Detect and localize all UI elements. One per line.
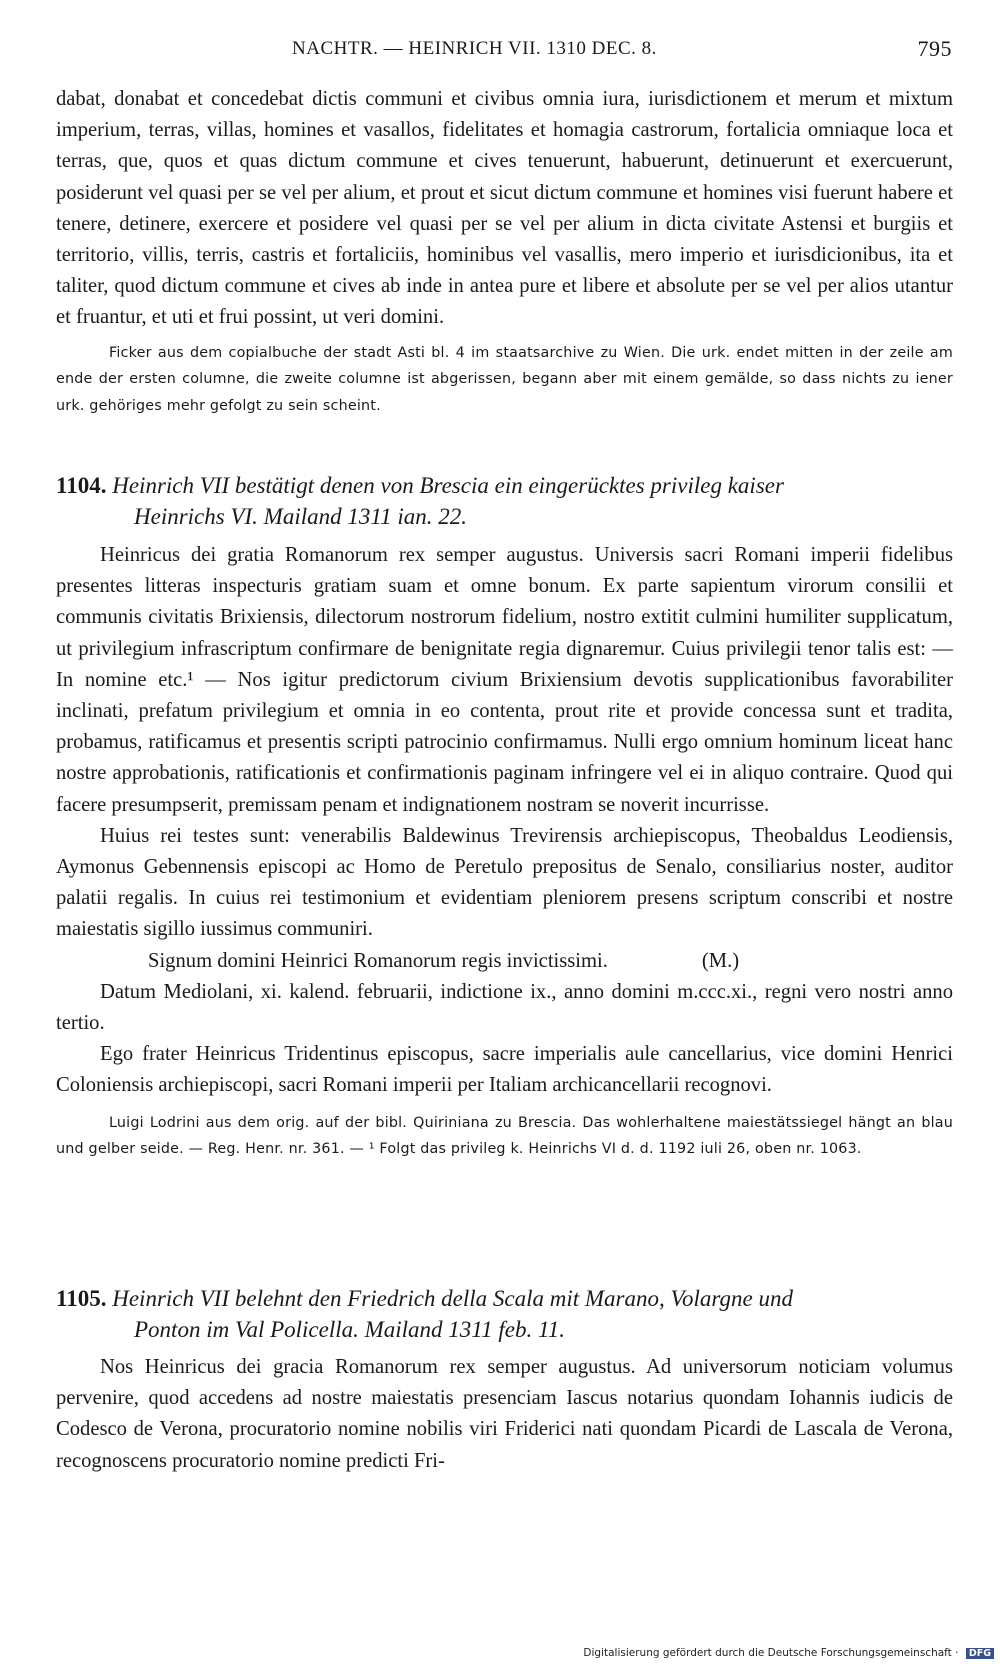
entry-1104-title-line1: Heinrich VII bestätigt denen von Brescia ein eingerücktes privileg kaiser <box>112 473 784 498</box>
monogram-mark: (M.) <box>701 949 740 972</box>
page-number: 795 <box>917 36 952 61</box>
continuation-section <box>56 84 953 419</box>
entry-1104-title-line2: Heinrichs VI. Mailand 1311 ian. 22. <box>134 504 468 529</box>
entry-1105-paragraph-1: Nos Heinricus dei gracia Romanorum rex semper augustus. Ad universorum noticiam volumus pervenire, quod accedens ad nostre maiestatis presenciam Iascus notarius quondam Iohannis iudicis de Codesco de Verona, procuratorio nomine nobilis viri Friderici nati quondam Picardi de Lascala de Verona, recognoscens procuratorio nomine predicti Fri- <box>56 1356 953 1472</box>
entry-1104-paragraph-4: Ego frater Heinricus Tridentinus episcopus, sacre imperialis aule cancellarius, vice domini Henrici Coloniensis archiepiscopi, sacri Romani imperii per Italiam archicancellarii recognovi. <box>56 1043 953 1097</box>
continuation-note: Ficker aus dem copialbuche der stadt Asti bl. 4 im staatsarchive zu Wien. Die urk. endet mitten in der zeile am ende der ersten columne, die zweite columne ist abgerissen, begann aber mit einem gemälde, so dass nichts zu iener urk. gehöriges mehr gefolgt zu sein scheint. <box>56 344 953 414</box>
entry-1105-heading <box>56 1283 953 1345</box>
entry-1105-title-line2: Ponton im Val Policella. Mailand 1311 feb. 11. <box>134 1317 565 1342</box>
entry-1104-body <box>56 540 953 1163</box>
entry-1104-paragraph-1: Heinricus dei gratia Romanorum rex semper augustus. Universis sacri Romani imperii fidelibus presentes litteras inspecturis gratiam suam et omne bonum. Ex parte sapientum virorum consilii et communis civitatis Brixiensis, dilectorum nostrorum fidelium, nostro extitit culmini humiliter supplicatum, ut privilegium infrascriptum confirmare de benignitate regia dignaremur. Cuius privilegii tenor talis est: — In nomine etc.¹ — Nos igitur predictorum civium Brixiensium devotis supplicationibus favorabiliter inclinati, prefatum privilegium et omnia in eo contenta, prout rite et provide concessa sunt et tradita, probamus, ratificamus et presentis scripti patrocinio confirmamus. Nulli ergo omnium hominum liceat hanc nostre approbationis, ratificationis et confirmationis paginam infringere vel ei in aliquo contraire. Quod qui facere presumpserit, premissam penam et indignationem nostram se noverit incurrisse. <box>56 544 953 816</box>
entry-1105-title-line1: Heinrich VII belehnt den Friedrich della Scala mit Marano, Volargne und <box>112 1286 793 1311</box>
running-title: NACHTR. — HEINRICH VII. 1310 DEC. 8. <box>292 38 657 59</box>
entry-1104-number: 1104. <box>56 473 107 498</box>
dfg-logo: DFG <box>966 1648 994 1659</box>
continuation-paragraph: dabat, donabat et concedebat dictis communi et civibus omnia iura, iurisdictionem et merum et mixtum imperium, terras, villas, homines et vasallos, fidelitates et homagia castrorum, fortalicia omniaque loca et terras, que, quos et quas dictum commune et cives tenuerunt, habuerunt, detinuerunt et exercuerunt, posiderunt vel quasi per se vel per alium, et prout et sicut dictum commune et homines visi fuerunt habere et tenere, detinere, exercere et posidere vel quasi per se vel per alium in dicta civitate Astensi et burgiis et territorio, villis, terris, castris et fortaliciis, hominibus vel vasallis, mero imperio et iurisdicionibus, ita et taliter, quod dictum commune et cives ab inde in antea pure et libere et absolute per se vel per alios utantur et fruantur, et uti et frui possint, ut veri domini. <box>56 88 953 329</box>
credit-text: Digitalisierung gefördert durch die Deutsche Forschungsgemeinschaft <box>583 1647 952 1659</box>
entry-1104-heading <box>56 470 953 532</box>
entry-1104-signum <box>56 946 953 977</box>
digitization-credit: Digitalisierung gefördert durch die Deutsche Forschungsgemeinschaft · DFG <box>583 1647 994 1659</box>
signum-text: Signum domini Heinrici Romanorum regis invictissimi. <box>148 949 608 972</box>
entry-1104-note: Luigi Lodrini aus dem orig. auf der bibl. Quiriniana zu Brescia. Das wohlerhaltene maiestätssiegel hängt an blau und gelber seide. — Reg. Henr. nr. 361. — ¹ Folgt das privileg k. Heinrichs VI d. d. 1192 iuli 26, oben nr. 1063. <box>56 1114 953 1158</box>
entry-1105-number: 1105. <box>56 1286 107 1311</box>
entry-1104-paragraph-2: Huius rei testes sunt: venerabilis Baldewinus Trevirensis archiepiscopus, Theobaldus Leodiensis, Aymonus Gebennensis episcopi ac Homo de Peretulo prepositus de Senalo, consiliarius noster, auditor palatii regalis. In cuius rei testimonium et evidentiam pleniorem presens scriptum conscribi et nostre maiestatis sigillo iussimus communiri. <box>56 824 953 941</box>
entry-1104-paragraph-3: Datum Mediolani, xi. kalend. februarii, indictione ix., anno domini m.ccc.xi., regni vero nostri anno tertio. <box>56 980 953 1035</box>
entry-1105-body <box>56 1352 953 1477</box>
